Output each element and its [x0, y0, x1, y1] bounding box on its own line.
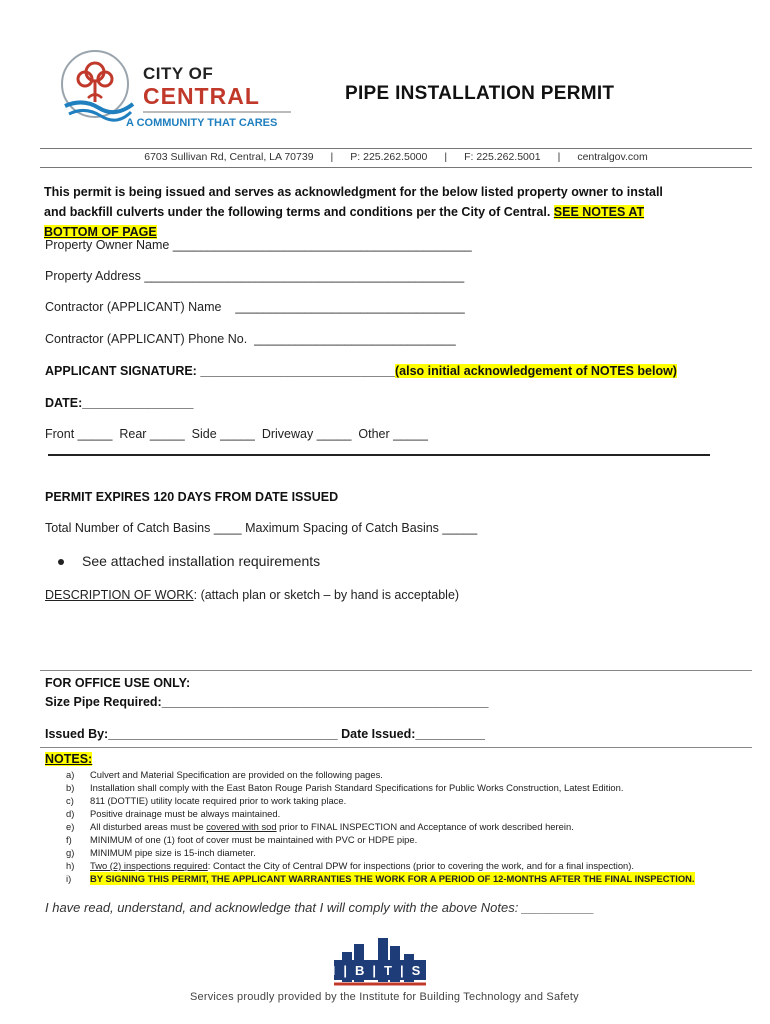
svg-text:I|B|T|S — [332, 963, 429, 978]
note-letter: i) — [66, 873, 72, 884]
property-address-field[interactable]: Property Address ______________________________________________ — [45, 269, 465, 283]
description-label: DESCRIPTION OF WORK — [45, 588, 194, 602]
notes-heading: NOTES: — [45, 752, 93, 766]
size-pipe-field[interactable]: Size Pipe Required:_______________________________________________ — [45, 695, 489, 709]
intro-paragraph — [44, 182, 680, 242]
note-item — [66, 794, 695, 807]
note-letter: b) — [66, 782, 75, 793]
contractor-phone-field[interactable]: Contractor (APPLICANT) Phone No. _____________________________ — [45, 332, 456, 346]
note-text: Culvert and Material Specification are provided on the following pages. — [90, 769, 383, 780]
note-text: All disturbed areas must be covered with sod prior to FINAL INSPECTION and Acceptance of work described herein. — [90, 821, 574, 832]
logo-city-of-text: CITY OF — [143, 64, 214, 83]
address-top-rule — [40, 148, 752, 149]
bullet-text: See attached installation requirements — [82, 553, 321, 569]
separator: | — [330, 151, 334, 163]
page-title: PIPE INSTALLATION PERMIT — [345, 83, 615, 104]
note-letter: g) — [66, 847, 75, 858]
intro-text: This permit is being issued and serves as acknowledgment for the below listed property owner to install and backfill culverts under the following terms and conditions per the City of Central. — [44, 185, 663, 219]
note-item — [66, 820, 695, 833]
permit-expiry: PERMIT EXPIRES 120 DAYS FROM DATE ISSUED — [45, 490, 339, 504]
notes-list — [66, 768, 695, 885]
section-divider — [48, 454, 710, 456]
note-text: BY SIGNING THIS PERMIT, THE APPLICANT WARRANTIES THE WORK FOR A PERIOD OF 12-MONTHS AFTER THE FINAL INSPECTION. — [90, 873, 695, 884]
note-letter: a) — [66, 769, 75, 780]
bullet-item — [58, 553, 320, 569]
note-text: Positive drainage must be always maintained. — [90, 808, 281, 819]
description-of-work — [45, 588, 459, 602]
note-item — [66, 872, 695, 885]
catch-basins-field[interactable]: Total Number of Catch Basins ____ Maximum Spacing of Catch Basins _____ — [45, 521, 478, 535]
signature-note: (also initial acknowledgement of NOTES below) — [394, 364, 677, 378]
note-text: 811 (DOTTIE) utility locate required prior to work taking place. — [90, 795, 347, 806]
address-bottom-rule — [40, 167, 752, 168]
contractor-name-field[interactable]: Contractor (APPLICANT) Name _________________________________ — [45, 300, 465, 314]
signature-label: APPLICANT SIGNATURE: ____________________________ — [45, 364, 395, 378]
office-top-rule — [40, 670, 752, 671]
location-field[interactable]: Front _____ Rear _____ Side _____ Driveway _____ Other _____ — [45, 427, 428, 441]
applicant-signature-field[interactable] — [45, 364, 677, 378]
office-bottom-rule — [40, 747, 752, 748]
note-letter: d) — [66, 808, 75, 819]
footer-credit: Services proudly provided by the Institute for Building Technology and Safety — [190, 991, 579, 1003]
acknowledgement-line[interactable]: I have read, understand, and acknowledge that I will comply with the above Notes: __________ — [45, 900, 595, 915]
logo-tagline: A COMMUNITY THAT CARES — [126, 117, 278, 129]
ibts-letter: S — [411, 963, 429, 978]
ibts-letter: T| — [384, 963, 412, 978]
note-text: MINIMUM of one (1) foot of cover must be maintained with PVC or HDPE pipe. — [90, 834, 418, 845]
note-text: Two (2) inspections required: Contact the City of Central DPW for inspections (prior to covering the work, and for a final inspection). — [90, 860, 634, 871]
note-letter: c) — [66, 795, 74, 806]
ibts-logo — [328, 934, 440, 996]
property-owner-field[interactable]: Property Owner Name ___________________________________________ — [45, 238, 472, 252]
fax-text: F: 225.262.5001 — [464, 151, 541, 163]
website-text: centralgov.com — [577, 151, 648, 163]
contact-bar — [40, 151, 752, 163]
separator: | — [444, 151, 448, 163]
ibts-letter: I| — [331, 963, 355, 978]
office-use-heading: FOR OFFICE USE ONLY: — [45, 676, 191, 690]
logo-central-text: CENTRAL — [143, 83, 260, 109]
logo-divider — [143, 111, 291, 113]
intro-highlight: SEE NOTES AT BOTTOM OF PAGE — [44, 205, 645, 239]
description-rest: : (attach plan or sketch – by hand is acceptable) — [193, 588, 460, 602]
note-item — [66, 781, 695, 794]
note-letter: e) — [66, 821, 75, 832]
note-letter: h) — [66, 860, 75, 871]
note-letter: f) — [66, 834, 72, 845]
address-text: 6703 Sullivan Rd, Central, LA 70739 — [144, 151, 314, 163]
date-field[interactable]: DATE:________________ — [45, 396, 194, 410]
city-of-central-logo — [55, 46, 135, 126]
note-text: Installation shall comply with the East Baton Rouge Parish Standard Specifications for Public Works Construction, Latest Edition. — [90, 782, 624, 793]
note-item — [66, 859, 695, 872]
ibts-letter: B| — [354, 963, 385, 978]
note-text: MINIMUM pipe size is 15-inch diameter. — [90, 847, 256, 858]
note-item — [66, 846, 695, 859]
bullet-icon — [58, 559, 64, 565]
note-underlined-text: Two (2) inspections required — [90, 860, 208, 871]
note-item — [66, 807, 695, 820]
note-item — [66, 768, 695, 781]
note-item — [66, 833, 695, 846]
issued-by-field[interactable]: Issued By:_________________________________ Date Issued:__________ — [45, 727, 485, 741]
separator: | — [557, 151, 561, 163]
note-underlined-text: covered with sod — [206, 821, 277, 832]
phone-text: P: 225.262.5000 — [350, 151, 428, 163]
